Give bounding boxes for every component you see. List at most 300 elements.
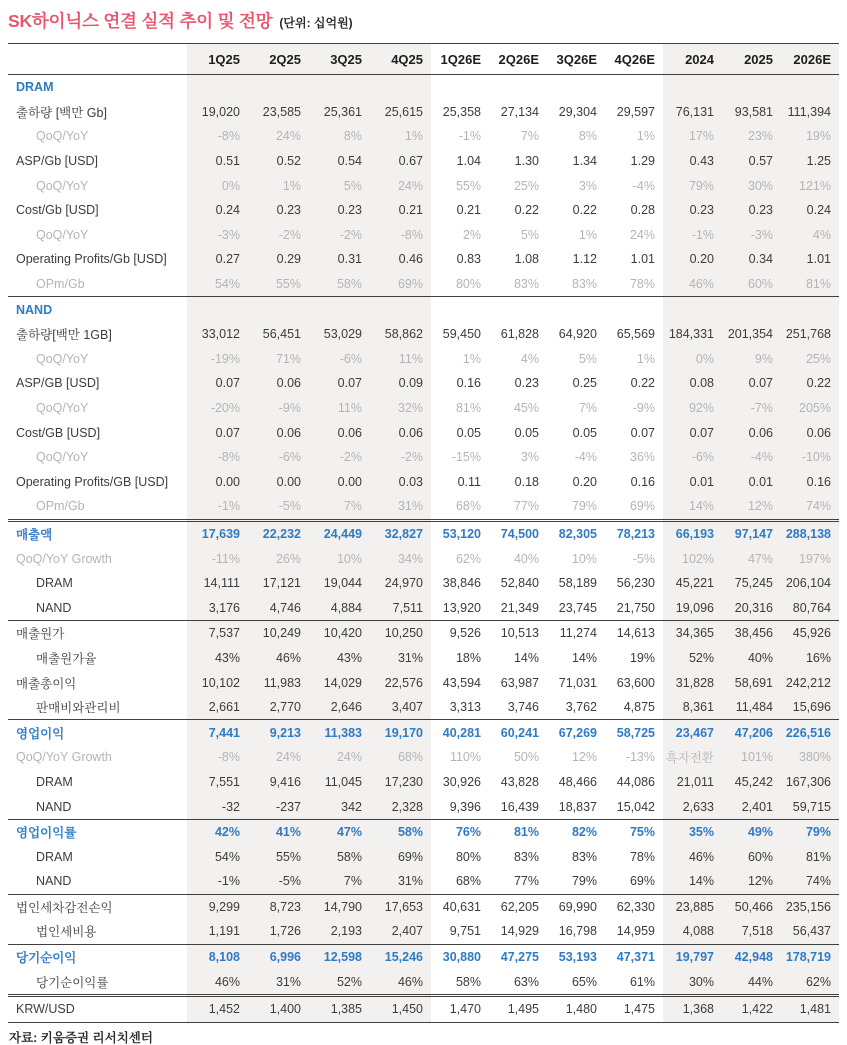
cell-value: 14% (513, 650, 539, 665)
cell-value: 0.00 (337, 474, 362, 489)
row-label: 매출액 (8, 520, 187, 546)
cell-value: 40% (747, 650, 773, 665)
cell-value: -5% (278, 874, 301, 889)
cell-value: 0.03 (398, 474, 423, 489)
table-row (8, 770, 839, 795)
cell-value: 7,441 (187, 720, 248, 745)
cell-value: 17,653 (370, 894, 431, 919)
cell-value: -4% (632, 178, 655, 193)
cell-value: 1,481 (781, 995, 839, 1022)
cell-value: 11,274 (547, 621, 605, 646)
cell-value: 82% (547, 819, 605, 844)
cell-value: 1.30 (514, 154, 539, 169)
cell-value: -20% (210, 401, 240, 416)
table-row (8, 322, 839, 347)
cell-value: 47% (309, 819, 370, 844)
cell-value: 52,840 (500, 576, 539, 591)
cell-value: 0.11 (457, 474, 481, 489)
cell-value: 47,206 (722, 720, 781, 745)
cell-value: 0.34 (748, 252, 773, 267)
cell-value: 14% (688, 499, 714, 514)
cell-value: 77% (513, 499, 539, 514)
cell-value: 48,466 (558, 774, 597, 789)
cell-value (722, 75, 781, 100)
cell-value: 6,996 (248, 944, 309, 969)
cell-value: 23,467 (663, 720, 722, 745)
cell-value: 4,875 (623, 700, 655, 715)
cell-value: 62,205 (489, 894, 547, 919)
row-label: ASP/GB [USD] (16, 376, 100, 391)
cell-value: 47% (747, 551, 773, 566)
cell-value: 79% (571, 499, 597, 514)
cell-value: 78% (629, 277, 655, 292)
cell-value: 60,241 (489, 720, 547, 745)
cell-value: 63% (513, 974, 539, 989)
cell-value: 2,633 (682, 799, 714, 814)
cell-value: 19% (629, 650, 655, 665)
cell-value: 45,926 (781, 621, 839, 646)
cell-value: 1,726 (269, 924, 301, 939)
table-row (8, 844, 839, 869)
cell-value: -1% (691, 227, 714, 242)
cell-value: 58% (336, 849, 362, 864)
cell-value: 62% (455, 551, 481, 566)
cell-value: 43,594 (442, 675, 481, 690)
cell-value: 83% (571, 849, 597, 864)
column-header: 1Q26E (431, 44, 489, 75)
cell-value: 23% (747, 129, 773, 144)
cell-value: 53,120 (431, 520, 489, 546)
cell-value: 69% (629, 499, 655, 514)
cell-value: 1.29 (630, 154, 655, 169)
cell-value (431, 297, 489, 322)
cell-value: 14,111 (203, 576, 240, 591)
cell-value: 205% (799, 401, 831, 416)
cell-value: 58,862 (384, 327, 423, 342)
cell-value: 67,269 (547, 720, 605, 745)
cell-value: 30% (688, 974, 714, 989)
cell-value: 8,361 (682, 700, 714, 715)
cell-value: 9,751 (449, 924, 481, 939)
cell-value: 2,328 (391, 799, 423, 814)
cell-value: 58,691 (734, 675, 773, 690)
cell-value: 9% (754, 351, 773, 366)
cell-value: 80,764 (792, 600, 831, 615)
column-header: 2026E (781, 44, 839, 75)
cell-value: 36% (629, 450, 655, 465)
cell-value (370, 75, 431, 100)
cell-value: 0.57 (748, 154, 773, 169)
header-row (8, 44, 839, 75)
cell-value: 0.51 (215, 154, 240, 169)
cell-value: 2,401 (741, 799, 773, 814)
cell-value: 25,358 (442, 104, 481, 119)
cell-value: 40% (513, 551, 539, 566)
financial-table (8, 43, 839, 1023)
cell-value: 1,191 (208, 924, 240, 939)
cell-value: 80% (455, 277, 481, 292)
cell-value (187, 75, 248, 100)
cell-value: 75,245 (734, 576, 773, 591)
cell-value: 14,959 (616, 924, 655, 939)
table-row (8, 894, 839, 919)
cell-value: -9% (278, 401, 301, 416)
cell-value: 22,232 (248, 520, 309, 546)
cell-value: 14% (688, 874, 714, 889)
table-row (8, 396, 839, 421)
cell-value: 2,193 (330, 924, 362, 939)
cell-value: 24% (397, 178, 423, 193)
cell-value: 7% (343, 874, 362, 889)
cell-value: 0.06 (276, 425, 301, 440)
cell-value: 76,131 (675, 104, 714, 119)
cell-value: 14,929 (500, 924, 539, 939)
cell-value: 0.24 (806, 203, 831, 218)
cell-value: 58% (336, 277, 362, 292)
cell-value: -8% (217, 450, 240, 465)
row-label: Cost/Gb [USD] (16, 203, 99, 218)
cell-value: 0.20 (572, 474, 597, 489)
cell-value: 50,466 (722, 894, 781, 919)
cell-value: 101% (741, 750, 773, 765)
cell-value: 0.06 (337, 425, 362, 440)
column-header: 2025 (722, 44, 781, 75)
cell-value: 44,086 (616, 774, 655, 789)
cell-value: 21,011 (676, 774, 714, 789)
cell-value: 31% (275, 974, 301, 989)
cell-value: 1.25 (806, 154, 831, 169)
row-label: 영업이익률 (8, 819, 187, 844)
cell-value: 0.01 (748, 474, 773, 489)
row-label: 판매비와관리비 (36, 701, 121, 716)
cell-value: -1% (217, 499, 240, 514)
cell-value: 5% (520, 227, 539, 242)
row-label: 매출원가율 (36, 651, 97, 666)
cell-value: 흑자전환 (665, 751, 714, 766)
cell-value (309, 75, 370, 100)
cell-value: 0.07 (215, 376, 240, 391)
cell-value: 0.23 (337, 203, 362, 218)
cell-value: 45,242 (734, 774, 773, 789)
cell-value: 54% (214, 849, 240, 864)
cell-value: 1,452 (187, 995, 248, 1022)
cell-value: -4% (574, 450, 597, 465)
cell-value: 42,948 (722, 944, 781, 969)
table-row (8, 919, 839, 944)
column-header: 2Q26E (489, 44, 547, 75)
cell-value: 0.25 (572, 376, 597, 391)
row-label: 출하량 [백만 Gb] (16, 105, 107, 120)
cell-value: 17,121 (262, 576, 301, 591)
cell-value: 52% (336, 974, 362, 989)
cell-value: 29,597 (616, 104, 655, 119)
cell-value: 1,450 (370, 995, 431, 1022)
cell-value: 4,746 (269, 600, 301, 615)
cell-value: 55% (275, 277, 301, 292)
cell-value: -2% (400, 450, 423, 465)
cell-value: 8,108 (187, 944, 248, 969)
table-row (8, 621, 839, 646)
table-row (8, 520, 839, 546)
cell-value: 14,029 (323, 675, 362, 690)
cell-value: 21,750 (616, 600, 655, 615)
table-row (8, 546, 839, 571)
cell-value: 0.54 (337, 154, 362, 169)
cell-value: 62% (805, 974, 831, 989)
cell-value (722, 297, 781, 322)
cell-value: 43,828 (500, 774, 539, 789)
cell-value: 2,770 (269, 700, 301, 715)
page-title: SK하이닉스 연결 실적 추이 및 전망 (8, 11, 273, 31)
cell-value: 0.16 (630, 474, 655, 489)
cell-value: 7,518 (741, 924, 773, 939)
cell-value: 49% (722, 819, 781, 844)
cell-value (431, 75, 489, 100)
cell-value: 68% (455, 499, 481, 514)
cell-value: 12% (571, 750, 597, 765)
cell-value: 0.22 (572, 203, 597, 218)
cell-value: 251,768 (785, 327, 831, 342)
cell-value: 23,885 (663, 894, 722, 919)
column-header: 3Q25 (309, 44, 370, 75)
table-row (8, 944, 839, 969)
cell-value: 29,304 (558, 104, 597, 119)
table-row (8, 571, 839, 596)
row-label: 당기순이익 (8, 944, 187, 969)
cell-value: 14,790 (309, 894, 370, 919)
cell-value: 0.05 (572, 425, 597, 440)
cell-value (309, 297, 370, 322)
cell-value: 83% (571, 277, 597, 292)
cell-value: 61,828 (500, 327, 539, 342)
cell-value: 3% (578, 178, 597, 193)
cell-value: 32% (397, 401, 423, 416)
table-row (8, 794, 839, 819)
table-row (8, 198, 839, 223)
cell-value: 43% (214, 650, 240, 665)
cell-value: 5% (578, 351, 597, 366)
cell-value: 9,213 (248, 720, 309, 745)
table-row (8, 124, 839, 149)
cell-value (663, 297, 722, 322)
row-label: Operating Profits/Gb [USD] (16, 252, 167, 267)
cell-value: 38,846 (442, 576, 481, 591)
cell-value: 43% (336, 650, 362, 665)
column-header: 4Q26E (605, 44, 663, 75)
cell-value: 16,439 (500, 799, 539, 814)
cell-value: 1% (578, 227, 597, 242)
cell-value: 38,456 (722, 621, 781, 646)
cell-value: 24% (275, 129, 301, 144)
row-label: QoQ/YoY Growth (16, 551, 112, 566)
cell-value: 60% (747, 277, 773, 292)
cell-value: 35% (663, 819, 722, 844)
cell-value: 30% (747, 178, 773, 193)
cell-value: 0.00 (215, 474, 240, 489)
cell-value: 4% (520, 351, 539, 366)
cell-value: 1.01 (806, 252, 831, 267)
cell-value: 7,511 (392, 600, 423, 615)
cell-value: 69% (629, 874, 655, 889)
table-row (8, 595, 839, 620)
cell-value: 3,313 (449, 700, 481, 715)
cell-value (489, 297, 547, 322)
table-body (8, 75, 839, 1023)
cell-value: 0.21 (456, 203, 481, 218)
cell-value: 64,920 (558, 327, 597, 342)
cell-value: 74,500 (489, 520, 547, 546)
cell-value: 0.22 (630, 376, 655, 391)
cell-value: 4% (812, 227, 831, 242)
cell-value: 11,383 (309, 720, 370, 745)
cell-value: 0.22 (514, 203, 539, 218)
cell-value: 0.43 (689, 154, 714, 169)
row-label: QoQ/YoY (36, 227, 89, 242)
cell-value: 2% (462, 227, 481, 242)
cell-value: 12,598 (309, 944, 370, 969)
cell-value: 14,613 (605, 621, 663, 646)
cell-value: -8% (400, 227, 423, 242)
cell-value: 18% (455, 650, 481, 665)
cell-value: 10% (571, 551, 597, 566)
cell-value: 288,138 (781, 520, 839, 546)
row-label: NAND (36, 874, 72, 889)
row-label: QoQ/YoY (36, 178, 89, 193)
column-header-label (8, 44, 187, 75)
cell-value: 0.07 (337, 376, 362, 391)
cell-value (248, 297, 309, 322)
cell-value: -237 (275, 799, 301, 814)
cell-value: 45,221 (675, 576, 714, 591)
cell-value: -15% (451, 450, 481, 465)
cell-value: 19% (805, 129, 831, 144)
table-row (8, 371, 839, 396)
cell-value: 1,495 (489, 995, 547, 1022)
cell-value: 5% (343, 178, 362, 193)
cell-value: 242,212 (785, 675, 831, 690)
cell-value: -19% (210, 351, 240, 366)
cell-value: 46% (688, 849, 714, 864)
cell-value: 30,880 (431, 944, 489, 969)
cell-value: -3% (750, 227, 773, 242)
column-header: 4Q25 (370, 44, 431, 75)
cell-value: 19,044 (323, 576, 362, 591)
table-row (8, 173, 839, 198)
cell-value: 59,715 (792, 799, 831, 814)
source-note: 자료: 키움증권 리서치센터 (9, 1030, 153, 1045)
table-row (8, 646, 839, 671)
cell-value: 60% (747, 849, 773, 864)
cell-value: 45% (513, 401, 539, 416)
cell-value: 0.06 (806, 425, 831, 440)
cell-value: 69,990 (547, 894, 605, 919)
cell-value: 0.23 (514, 376, 539, 391)
row-label: QoQ/YoY (36, 129, 89, 144)
cell-value: 25% (805, 351, 831, 366)
cell-value: 1.01 (630, 252, 655, 267)
cell-value: 0.06 (276, 376, 301, 391)
cell-value: -13% (625, 750, 655, 765)
cell-value: 58,189 (558, 576, 597, 591)
cell-value: 47,371 (605, 944, 663, 969)
cell-value: 63,600 (616, 675, 655, 690)
cell-value (781, 297, 839, 322)
cell-value: 52% (688, 650, 714, 665)
cell-value: -5% (278, 499, 301, 514)
cell-value: 74% (805, 874, 831, 889)
cell-value: 50% (513, 750, 539, 765)
table-row (8, 445, 839, 470)
cell-value: 63,987 (500, 675, 539, 690)
cell-value: 3,176 (208, 600, 240, 615)
cell-value: 81% (489, 819, 547, 844)
cell-value: -8% (217, 129, 240, 144)
table-row (8, 995, 839, 1022)
cell-value: 24% (629, 227, 655, 242)
cell-value: 26% (275, 551, 301, 566)
row-label: QoQ/YoY (36, 450, 89, 465)
cell-value: 19,170 (370, 720, 431, 745)
cell-value: 1,470 (431, 995, 489, 1022)
cell-value: 0.46 (398, 252, 423, 267)
column-header: 2Q25 (248, 44, 309, 75)
cell-value: 25,615 (384, 104, 423, 119)
cell-value: 15,246 (370, 944, 431, 969)
cell-value: -6% (691, 450, 714, 465)
cell-value: 1,400 (248, 995, 309, 1022)
cell-value: 21,349 (500, 600, 539, 615)
cell-value: 7,551 (208, 774, 240, 789)
cell-value: 46% (214, 974, 240, 989)
cell-value: 4,884 (330, 600, 362, 615)
table-row (8, 745, 839, 770)
cell-value (663, 75, 722, 100)
cell-value: 76% (431, 819, 489, 844)
cell-value: 20,316 (734, 600, 773, 615)
table-row (8, 869, 839, 894)
cell-value: 65% (571, 974, 597, 989)
cell-value: 44% (747, 974, 773, 989)
cell-value: -9% (632, 401, 655, 416)
cell-value: 1% (636, 351, 655, 366)
cell-value: 8% (578, 129, 597, 144)
cell-value: 56,437 (792, 924, 831, 939)
cell-value: 201,354 (727, 327, 773, 342)
cell-value: 1.08 (514, 252, 539, 267)
cell-value: 9,416 (269, 774, 301, 789)
cell-value: 15,696 (792, 700, 831, 715)
cell-value: 0.06 (398, 425, 423, 440)
cell-value: 0.27 (215, 252, 240, 267)
cell-value: 46% (275, 650, 301, 665)
cell-value: 13,920 (442, 600, 481, 615)
cell-value: 1,475 (605, 995, 663, 1022)
cell-value: -32 (221, 799, 240, 814)
cell-value: 82,305 (547, 520, 605, 546)
cell-value: 23,585 (262, 104, 301, 119)
cell-value: 1.34 (572, 154, 597, 169)
cell-value: 53,193 (547, 944, 605, 969)
cell-value: 68% (397, 750, 423, 765)
cell-value: 0.24 (215, 203, 240, 218)
row-label: 매출총이익 (16, 676, 77, 691)
cell-value: 0.22 (806, 376, 831, 391)
table-row (8, 75, 839, 100)
cell-value: 178,719 (781, 944, 839, 969)
cell-value: 0.01 (689, 474, 714, 489)
cell-value: 18,837 (558, 799, 597, 814)
cell-value: 0.23 (689, 203, 714, 218)
